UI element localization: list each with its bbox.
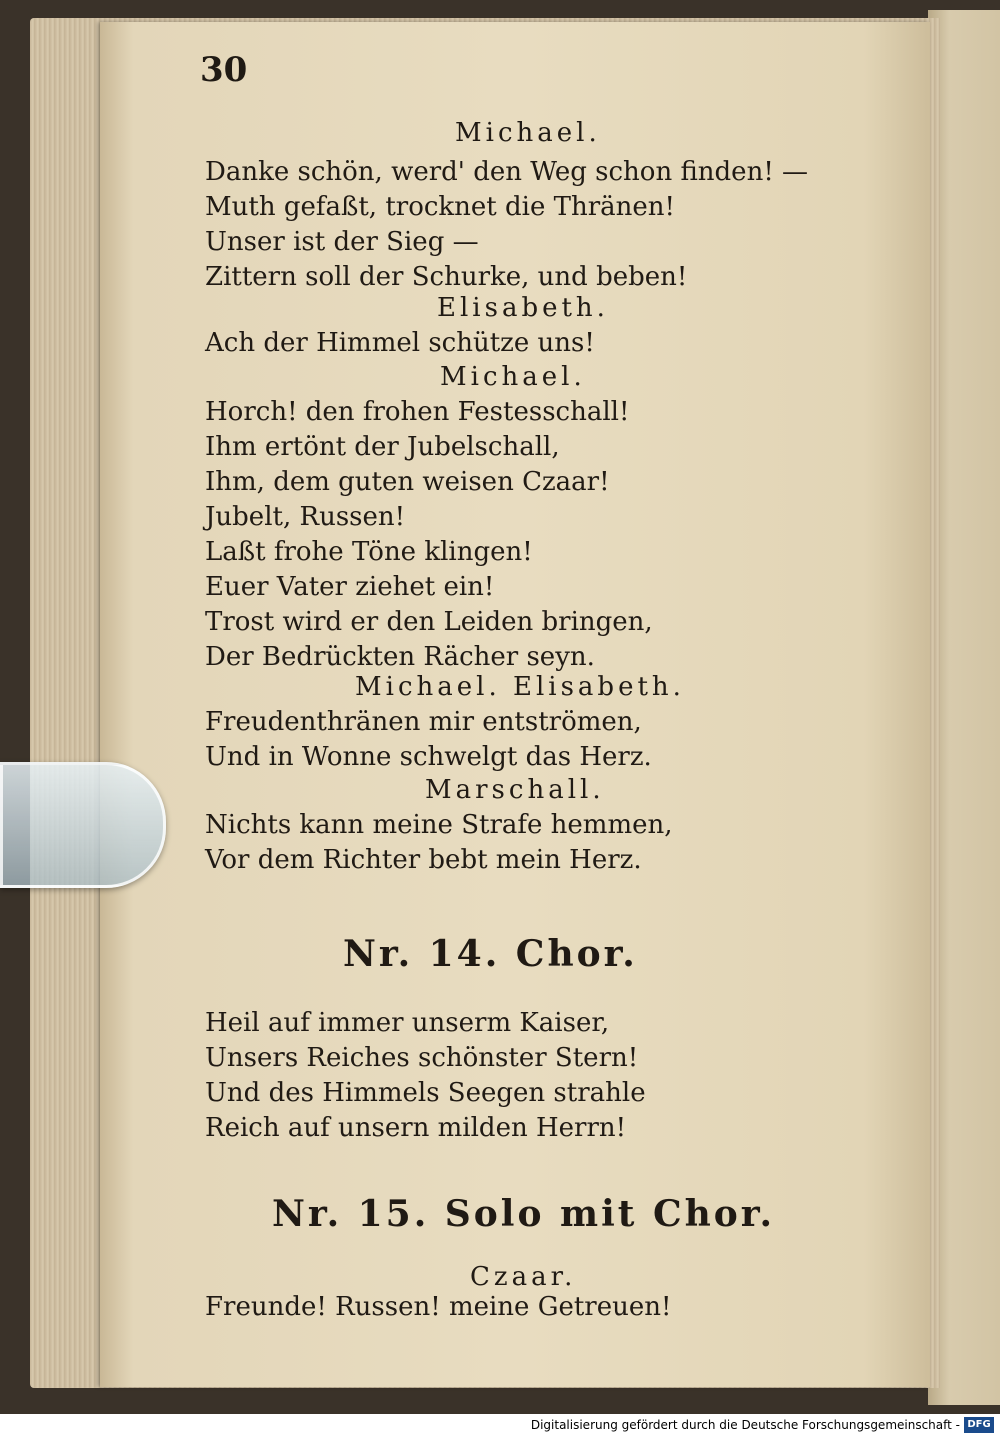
verse-line: Danke schön, werd' den Weg schon finden! —: [205, 157, 809, 187]
verse-line: Freunde! Russen! meine Getreuen!: [205, 1292, 672, 1322]
verse-line: Vor dem Richter bebt mein Herz.: [205, 845, 642, 875]
verse-line: Und des Himmels Seegen strahle: [205, 1078, 646, 1108]
verse-line: Ihm, dem guten weisen Czaar!: [205, 467, 610, 497]
verse-line: Unsers Reiches schönster Stern!: [205, 1043, 639, 1073]
verse-line: Und in Wonne schwelgt das Herz.: [205, 742, 652, 772]
speaker-label: Michael.: [440, 362, 586, 392]
verse-line: Muth gefaßt, trocknet die Thränen!: [205, 192, 675, 222]
verse-line: Unser ist der Sieg —: [205, 227, 479, 257]
section-heading: Nr. 14. Chor.: [343, 933, 638, 975]
speaker-label: Michael. Elisabeth.: [355, 672, 685, 702]
verse-line: Euer Vater ziehet ein!: [205, 572, 495, 602]
funding-credit: Digitalisierung gefördert durch die Deutsche Forschungsgemeinschaft -: [530, 1418, 960, 1432]
verse-line: Ihm ertönt der Jubelschall,: [205, 432, 560, 462]
page-number: 30: [200, 50, 248, 90]
dfg-logo: DFG: [964, 1417, 994, 1433]
verse-line: Heil auf immer unserm Kaiser,: [205, 1008, 610, 1038]
verse-line: Horch! den frohen Festesschall!: [205, 397, 630, 427]
verse-line: Ach der Himmel schütze uns!: [205, 328, 595, 358]
speaker-label: Michael.: [455, 118, 601, 148]
section-heading: Nr. 15. Solo mit Chor.: [272, 1193, 775, 1235]
verse-line: Zittern soll der Schurke, und beben!: [205, 262, 688, 292]
verse-line: Laßt frohe Töne klingen!: [205, 537, 533, 567]
speaker-label: Czaar.: [470, 1262, 577, 1292]
verse-line: Der Bedrückten Rächer seyn.: [205, 642, 595, 672]
verse-line: Jubelt, Russen!: [205, 502, 406, 532]
speaker-label: Elisabeth.: [437, 293, 609, 323]
page-clip: [0, 762, 166, 888]
verse-line: Trost wird er den Leiden bringen,: [205, 607, 653, 637]
verse-line: Reich auf unsern milden Herrn!: [205, 1113, 627, 1143]
speaker-label: Marschall.: [425, 775, 605, 805]
verse-line: Nichts kann meine Strafe hemmen,: [205, 810, 673, 840]
verse-line: Freudenthränen mir entströmen,: [205, 707, 642, 737]
